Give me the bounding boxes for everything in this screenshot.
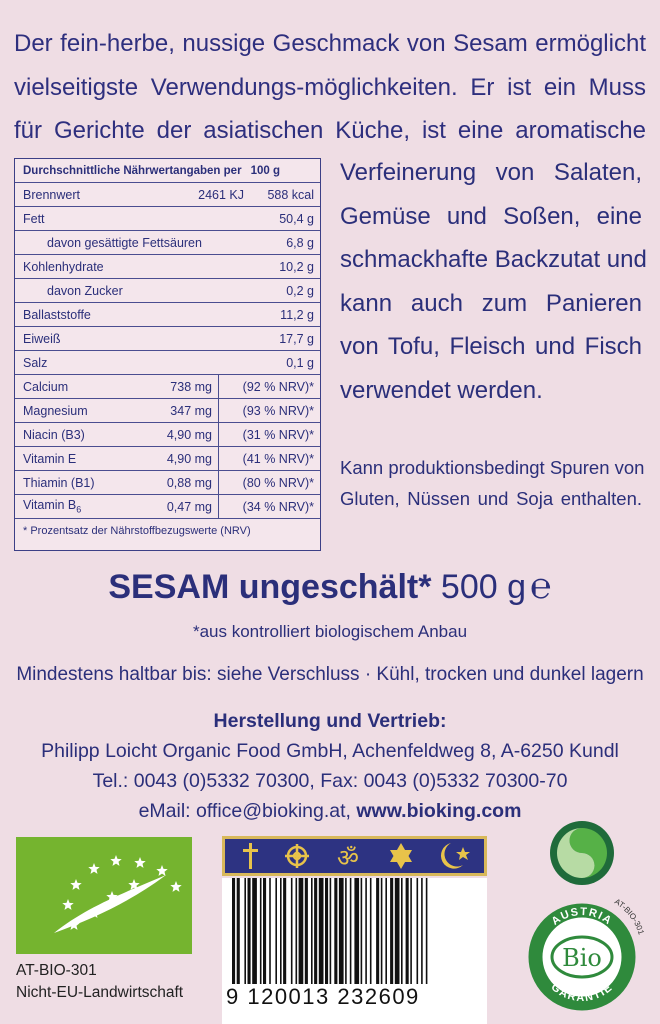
allergen-line: Kann produktionsbedingt Spuren von (340, 457, 645, 478)
mineral-nrv: (31 % NRV)* (242, 427, 314, 442)
allergen-notice (340, 452, 645, 514)
nutrition-label: Ballaststoffe (23, 307, 91, 322)
austria-bio-garantie-seal (522, 895, 648, 1015)
description-line: schmackhafte Backzutat und (340, 246, 647, 273)
control-body-code: AT-BIO-301 (16, 962, 97, 979)
column-divider (218, 399, 219, 422)
manufacturer-email[interactable]: eMail: office@bioking.at, (138, 800, 357, 822)
energy-kj: 2461 KJ (198, 187, 244, 202)
manufacturer-address: Philipp Loicht Organic Food GmbH, Achenfeldweg 8, A-6250 Kundl (41, 740, 619, 762)
nutrition-row (15, 231, 320, 255)
mineral-row (15, 399, 320, 423)
manufacturer-website[interactable]: www.bioking.com (356, 800, 522, 822)
description-line: für Gerichte der asiatischen Küche, ist eine aromatische (14, 117, 646, 144)
column-divider (218, 495, 219, 518)
eu-star-icon (88, 863, 99, 874)
nutrition-row (15, 351, 320, 375)
svg-text:ॐ: ॐ (337, 844, 359, 872)
seal-top-text: AUSTRIA (549, 905, 615, 928)
crescent-icon (441, 843, 470, 869)
mineral-nrv: (92 % NRV)* (242, 379, 314, 394)
mineral-label-text: Magnesium (23, 403, 88, 418)
nutrition-value: 0,2 g (286, 283, 314, 298)
nutrition-row (15, 327, 320, 351)
mineral-amount: 738 mg (170, 379, 212, 394)
description-line: Verfeinerung von Salaten, (340, 159, 642, 186)
mineral-label-subscript: 6 (76, 504, 82, 515)
energy-kcal: 588 kcal (267, 187, 314, 202)
mineral-label-text: Thiamin (B1) (23, 475, 95, 490)
nutrition-footnote: * Prozentsatz der Nährstoffbezugswerte (NRV) (23, 525, 251, 537)
description-paragraph (14, 22, 646, 153)
nutrition-row (15, 279, 320, 303)
mineral-amount: 0,88 mg (166, 475, 212, 490)
eu-organic-code (16, 960, 183, 1004)
nutrition-value: 10,2 g (279, 259, 314, 274)
barcode-number: 9 120013 232609 (222, 984, 487, 1024)
nutrition-label: davon gesättigte Fettsäuren (47, 235, 202, 250)
manufacturer-block (0, 706, 660, 826)
mineral-amount: 4,90 mg (166, 451, 212, 466)
nutrition-row (15, 303, 320, 327)
nutrition-label: Kohlenhydrate (23, 259, 104, 274)
eu-star-icon (62, 899, 73, 910)
nutrition-row (15, 255, 320, 279)
mineral-label-text: Vitamin E (23, 451, 77, 466)
organic-note: *aus kontrolliert biologischem Anbau (192, 622, 468, 641)
mineral-nrv: (41 % NRV)* (242, 451, 314, 466)
product-name: SESAM ungeschält* (108, 568, 432, 606)
description-continued (340, 151, 647, 412)
column-divider (218, 423, 219, 446)
cross-icon (243, 843, 258, 869)
mineral-amount: 4,90 mg (166, 427, 212, 442)
product-weight: 500 g (440, 568, 526, 606)
mineral-row (15, 471, 320, 495)
nutrition-value: 50,4 g (279, 211, 314, 226)
om-icon (337, 844, 359, 872)
agriculture-origin: Nicht-EU-Landwirtschaft (16, 984, 184, 1001)
nutrition-label: Salz (23, 355, 48, 370)
mineral-amount: 347 mg (170, 403, 212, 418)
column-divider (218, 375, 219, 398)
estimate-sign-icon: ℮ (530, 566, 552, 607)
description-line: Der fein-herbe, nussige Geschmack von Sesam ermöglicht (14, 30, 646, 57)
description-line: kann auch zum Panieren (340, 289, 642, 317)
allergen-line: Gluten, Nüssen und Soja enthalten. (340, 488, 642, 509)
product-title (0, 565, 660, 607)
description-line: von Tofu, Fleisch und Fisch (340, 333, 642, 360)
mineral-row (15, 447, 320, 471)
green-dot-recycling-icon (549, 820, 615, 886)
eu-star-icon (110, 855, 121, 866)
nutrition-value: 6,8 g (286, 235, 314, 250)
eu-star-icon (170, 881, 181, 892)
seal-center-text: Bio (562, 944, 602, 972)
column-divider (218, 447, 219, 470)
nutrition-table (14, 158, 321, 551)
mineral-nrv: (80 % NRV)* (242, 475, 314, 490)
nutrition-header-label: Durchschnittliche Nährwertangaben per (23, 164, 242, 177)
nutrition-value: 11,2 g (280, 307, 314, 322)
seal-side-code: AT-BIO-301 (612, 896, 646, 936)
seal-bottom-text: GARANTIE (548, 981, 616, 1005)
nutrition-header (15, 159, 320, 183)
mineral-label-text: Vitamin B (23, 498, 77, 513)
mineral-amount: 0,47 mg (166, 499, 212, 514)
eu-star-icon (156, 865, 167, 876)
storage-info: Mindestens haltbar bis: siehe Verschluss · Kühl, trocken und dunkel lagern (16, 664, 644, 685)
nutrition-row (15, 207, 320, 231)
barcode (222, 836, 487, 1024)
nutrition-value: 17,7 g (279, 331, 314, 346)
manufacturer-title: Herstellung und Vertrieb: (213, 710, 447, 732)
manufacturer-phone: Tel.: 0043 (0)5332 70300, Fax: 0043 (0)5332 70300-70 (92, 770, 568, 792)
nutrition-label: Eiweiß (23, 331, 61, 346)
eu-star-icon (70, 879, 81, 890)
star-of-david-icon (390, 843, 412, 869)
mineral-row (15, 375, 320, 399)
mineral-label-text: Calcium (23, 379, 69, 394)
nutrition-row-energy (15, 183, 320, 207)
nutrition-header-value: 100 g (250, 164, 280, 177)
religious-symbols-strip (222, 836, 487, 876)
description-line: Gemüse und Soßen, eine (340, 202, 642, 230)
nutrition-label: davon Zucker (47, 283, 123, 298)
nutrition-value: 0,1 g (286, 355, 314, 370)
column-divider (218, 471, 219, 494)
description-line: vielseitigste Verwendungs-möglichkeiten. Er ist ein Muss (14, 73, 646, 101)
nutrition-label: Brennwert (23, 187, 80, 202)
mineral-row (15, 495, 320, 519)
nutrition-label: Fett (23, 211, 45, 226)
mineral-nrv: (34 % NRV)* (242, 499, 314, 514)
mineral-nrv: (93 % NRV)* (242, 403, 314, 418)
mineral-row (15, 423, 320, 447)
eu-star-icon (134, 857, 145, 868)
mineral-label-text: Niacin (B3) (23, 427, 85, 442)
dharma-wheel-icon (285, 844, 309, 868)
eu-organic-leaf-icon (16, 837, 192, 954)
description-line: verwendet werden. (340, 376, 543, 404)
